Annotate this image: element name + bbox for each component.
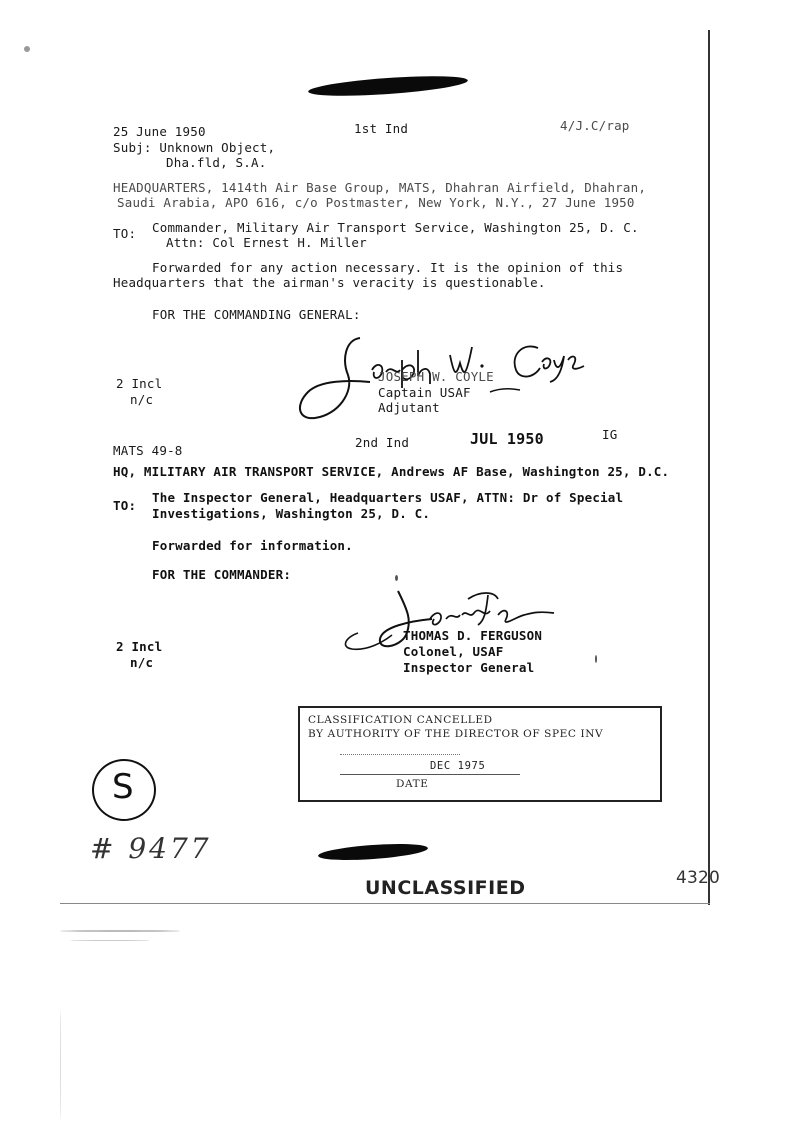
second-ind-signer-rank: Colonel, USAF [403,644,504,659]
second-ind-label: 2nd Ind [355,435,410,450]
classification-circle [92,759,156,821]
unclassified-marking: UNCLASSIFIED [365,877,526,899]
first-ind-incl-line2: n/c [130,392,154,407]
first-ind-label: 1st Ind [354,121,409,136]
first-ind-signer-name: JOSEPH W. COYLE [378,369,494,384]
stamp-date-rule [340,774,520,775]
second-ind-to-line1: The Inspector General, Headquarters USAF, ATTN: Dr of Special [152,490,624,505]
page-number: 4320 [676,868,721,888]
first-ind-body-line2: Headquarters that the airman's veracity is questionable. [113,275,546,290]
first-ind-subject-line2: Dha.fld, S.A. [166,155,267,170]
stamp-date-label: DATE [396,778,429,790]
second-ind-signer-title: Inspector General [403,660,535,675]
right-border-line [708,30,710,905]
first-ind-body-line1: Forwarded for any action necessary. It is the opinion of this [152,260,624,275]
second-ind-incl-line1: 2 Incl [116,639,163,654]
first-ind-to-line1: Commander, Military Air Transport Service, Washington 25, D. C. [152,220,639,235]
first-ind-subject-line1: Subj: Unknown Object, [113,140,276,155]
redaction-mark-bottom [318,841,429,863]
stamp-line-1: CLASSIFICATION CANCELLED [308,714,493,726]
declassification-stamp [298,706,662,802]
second-ind-for-line: FOR THE COMMANDER: [152,567,292,582]
second-ind-to-line2: Investigations, Washington 25, D. C. [152,506,431,521]
first-ind-signer-title: Adjutant [378,400,440,415]
first-ind-to-line2: Attn: Col Ernest H. Miller [166,235,367,250]
stamp-line-3: DEC 1975 [430,760,486,772]
second-ind-date-stamp: JUL 1950 [470,430,544,448]
second-ind-signer-name: THOMAS D. FERGUSON [403,628,543,643]
scan-speck [24,46,30,52]
classification-circle-letter: S [112,767,134,807]
first-ind-incl-line1: 2 Incl [116,376,163,391]
first-ind-for-line: FOR THE COMMANDING GENERAL: [152,307,361,322]
stamp-blank-line [340,744,460,755]
second-ind-incl-line2: n/c [130,655,154,670]
scan-speck [595,655,597,663]
scan-speck [395,575,398,581]
redaction-mark-top [308,72,469,99]
scan-speck [60,930,180,932]
bottom-border-line [60,903,710,904]
first-ind-ref-code: 4/J.C/rap [560,118,630,133]
first-ind-from-line1: HEADQUARTERS, 1414th Air Base Group, MATS, Dhahran Airfield, Dhahran, [113,180,647,195]
second-ind-ig-mark: IG [602,427,618,442]
stamp-line-2: BY AUTHORITY OF THE DIRECTOR OF SPEC INV [308,728,604,740]
first-ind-to-label: TO: [113,226,137,241]
scan-speck [70,940,150,941]
second-ind-body-line: Forwarded for information. [152,538,353,553]
first-ind-signer-rank: Captain USAF [378,385,471,400]
first-ind-date: 25 June 1950 [113,124,206,139]
second-ind-from-line: HQ, MILITARY AIR TRANSPORT SERVICE, Andrews AF Base, Washington 25, D.C. [113,464,670,479]
handwritten-file-number: # 9477 [90,832,212,865]
scan-speck [60,1010,61,1120]
second-ind-to-label: TO: [113,498,137,513]
first-ind-from-line2: Saudi Arabia, APO 616, c/o Postmaster, New York, N.Y., 27 June 1950 [117,195,635,210]
second-ind-ref: MATS 49-8 [113,443,183,458]
